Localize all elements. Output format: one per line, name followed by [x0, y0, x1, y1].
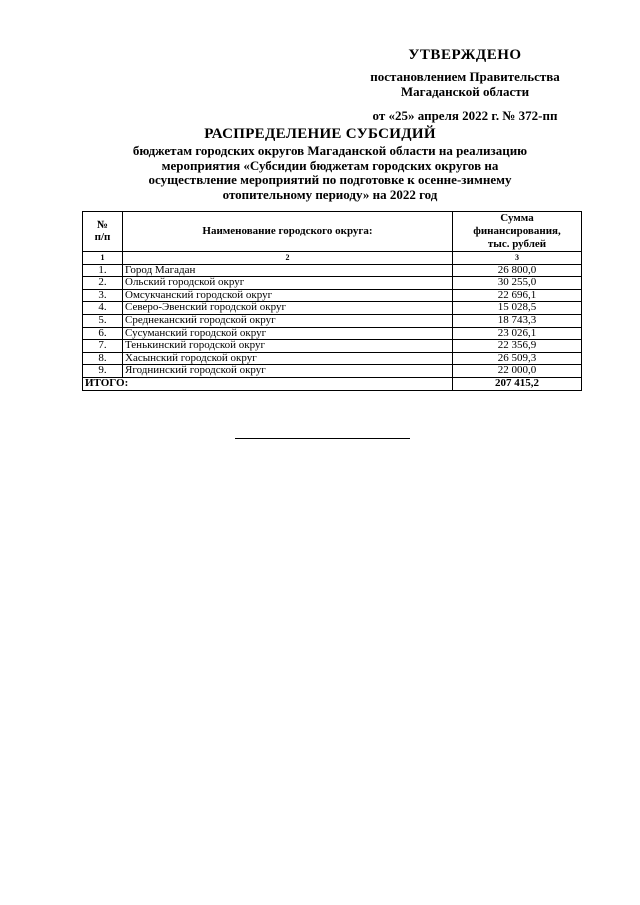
row-number: 6.	[83, 327, 123, 340]
table-row	[83, 327, 582, 340]
approval-heading: УТВЕРЖДЕНО	[408, 47, 522, 63]
row-number: 8.	[83, 352, 123, 365]
district-name: Хасынский городской округ	[123, 352, 453, 365]
row-number: 9.	[83, 365, 123, 378]
funding-amount: 26 509,3	[453, 352, 582, 365]
header-num-line: п/п	[94, 230, 111, 243]
header-amount-line: тыс. рублей	[487, 238, 547, 250]
header-num-line: №	[96, 218, 109, 231]
approval-block	[330, 46, 600, 123]
funding-amount: 22 000,0	[453, 365, 582, 378]
subtitle-line: отопительному периоду» на 2022 год	[222, 186, 438, 202]
total-label: ИТОГО:	[83, 377, 453, 390]
table-row	[83, 302, 582, 315]
approval-line-1: постановлением Правительства	[370, 69, 560, 84]
district-name: Тенькинский городской округ	[123, 340, 453, 353]
subtitle-line: мероприятия «Субсидии бюджетам городских округов на	[161, 157, 499, 173]
table-body	[83, 264, 582, 377]
document-title: РАСПРЕДЕЛЕНИЕ СУБСИДИЙ	[204, 126, 436, 142]
row-number: 1.	[83, 264, 123, 277]
table-row	[83, 365, 582, 378]
closing-rule	[235, 438, 410, 439]
district-name: Ягоднинский городской округ	[123, 365, 453, 378]
funding-amount: 15 028,5	[453, 302, 582, 315]
column-number: 3	[453, 252, 582, 265]
row-number: 5.	[83, 314, 123, 327]
funding-amount: 18 743,3	[453, 314, 582, 327]
column-number: 1	[83, 252, 123, 265]
document-subtitle	[90, 144, 570, 202]
table-header-row	[83, 212, 582, 252]
funding-amount: 26 800,0	[453, 264, 582, 277]
column-number-row	[83, 252, 582, 265]
district-name: Северо-Эвенский городской округ	[123, 302, 453, 315]
subtitle-line: бюджетам городских округов Магаданской области на реализацию	[132, 143, 528, 158]
row-number: 7.	[83, 340, 123, 353]
row-number: 3.	[83, 289, 123, 302]
header-name: Наименование городского округа:	[123, 212, 453, 252]
table-row	[83, 277, 582, 290]
funding-amount: 22 696,1	[453, 289, 582, 302]
district-name: Среднеканский городской округ	[123, 314, 453, 327]
header-num	[83, 212, 123, 252]
district-name: Омсукчанский городской округ	[123, 289, 453, 302]
funding-amount: 30 255,0	[453, 277, 582, 290]
district-name: Сусуманский городской округ	[123, 327, 453, 340]
funding-amount: 22 356,9	[453, 340, 582, 353]
table-row	[83, 289, 582, 302]
district-name: Ольский городской округ	[123, 277, 453, 290]
subsidy-table	[82, 211, 582, 391]
table-row	[83, 340, 582, 353]
district-name: Город Магадан	[123, 264, 453, 277]
approval-line-2: Магаданской области	[400, 84, 530, 99]
table-row	[83, 314, 582, 327]
approval-date: от «25» апреля 2022 г. № 372-пп	[372, 108, 558, 123]
row-number: 2.	[83, 277, 123, 290]
header-amount-line: финансирования,	[473, 225, 561, 237]
header-amount	[453, 212, 582, 252]
funding-amount: 23 026,1	[453, 327, 582, 340]
total-row	[83, 377, 582, 390]
table-row	[83, 352, 582, 365]
table-row	[83, 264, 582, 277]
header-amount-line: Сумма	[500, 212, 534, 224]
subtitle-line: осуществление мероприятий по подготовке к осенне-зимнему	[148, 172, 512, 187]
total-amount: 207 415,2	[453, 377, 582, 390]
row-number: 4.	[83, 302, 123, 315]
column-number: 2	[123, 252, 453, 265]
